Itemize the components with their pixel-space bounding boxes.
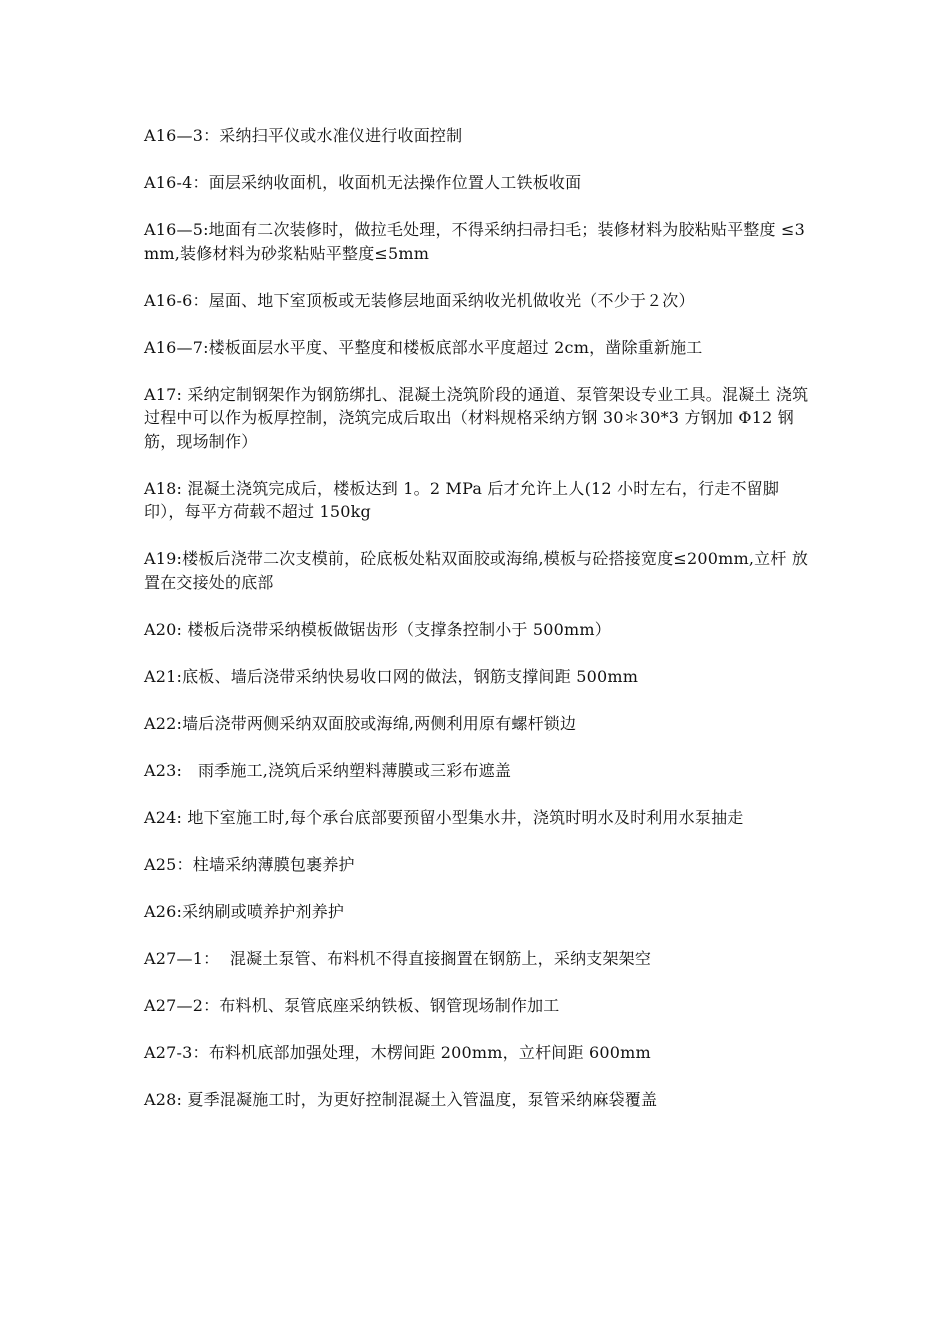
text-line: A20: 楼板后浇带采纳模板做锯齿形（支撑条控制小于 500mm） [144,619,611,639]
text-line: A27—1： 混凝土泵管、布料机不得直接搁置在钢筋上，采纳支架架空 [144,948,652,968]
text-line: 放置在交接处的底部 [144,549,809,592]
paragraph-a24 [144,806,814,830]
paragraph-a16-3 [144,124,814,148]
text-line: A25：柱墙采纳薄膜包裹养护 [144,854,355,874]
text-line: 浇筑过程中可以作为板厚控制，浇筑完成后取出（材料规格采纳方钢 30＊30*3 方钢加 [144,384,809,427]
text-line: A23: 雨季施工,浇筑后采纳塑料薄膜或三彩布遮盖 [144,760,512,780]
paragraph-a16-4 [144,171,814,195]
paragraph-a20 [144,618,814,642]
text-line: Φ12 钢筋，现场制作） [144,408,794,451]
paragraph-a17 [144,383,814,454]
text-line: A27—2：布料机、泵管底座采纳铁板、钢管现场制作加工 [144,995,560,1015]
text-line: A28: 夏季混凝施工时，为更好控制混凝土入管温度，泵管采纳麻袋覆盖 [144,1089,658,1109]
paragraph-a27-3 [144,1041,814,1065]
paragraph-a25 [144,853,814,877]
document-body [144,124,814,1135]
paragraph-a28 [144,1088,814,1112]
text-line: A16-6：屋面、地下室顶板或无装修层地面采纳收光机做收光（不少于２次） [144,290,695,310]
text-line: A17: 采纳定制钢架作为钢筋绑扎、混凝土浇筑阶段的通道、泵管架设专业工具。混凝土 [144,384,771,404]
paragraph-a16-7 [144,336,814,360]
text-line: A16—3：采纳扫平仪或水准仪进行收面控制 [144,126,463,145]
paragraph-a16-5 [144,218,814,265]
paragraph-a21 [144,665,814,689]
text-line: A16-4：面层采纳收面机，收面机无法操作位置人工铁板收面 [144,173,582,192]
paragraph-a27-1 [144,947,814,971]
text-line: A21:底板、墙后浇带采纳快易收口网的做法，钢筋支撑间距 500mm [144,666,639,686]
text-line: A27-3：布料机底部加强处理，木楞间距 200mm，立杆间距 600mm [144,1042,651,1062]
text-line: A26:采纳刷或喷养护剂养护 [144,901,345,921]
text-line: A16—5:地面有二次装修时，做拉毛处理，不得采纳扫帚扫毛；装修材料为胶粘贴平整度 [144,220,776,239]
paragraph-a22 [144,712,814,736]
paragraph-a27-2 [144,994,814,1018]
paragraph-a16-6 [144,289,814,313]
text-line: A18: 混凝土浇筑完成后，楼板达到 1。2 MPa 后才允许上人(12 小时左右，行走不留脚 [144,478,780,498]
text-line: A22:墙后浇带两侧采纳双面胶或海绵,两侧利用原有螺杆锁边 [144,713,577,733]
paragraph-a18 [144,477,814,524]
paragraph-a26 [144,900,814,924]
text-line: A19:楼板后浇带二次支模前，砼底板处粘双面胶或海绵,模板与砼搭接宽度≤200mm,立杆 [144,549,787,568]
text-line: 印），每平方荷载不超过 150kg [144,502,371,521]
text-line: A24: 地下室施工时,每个承台底部要预留小型集水井，浇筑时明水及时利用水泵抽走 [144,807,744,827]
paragraph-a19 [144,547,814,594]
text-line: A16—7:楼板面层水平度、平整度和楼板底部水平度超过 2cm，凿除重新施工 [144,337,703,357]
text-line: ≤3mm,装修材料为砂浆粘贴平整度≤5mm [144,220,805,263]
paragraph-a23 [144,759,814,783]
